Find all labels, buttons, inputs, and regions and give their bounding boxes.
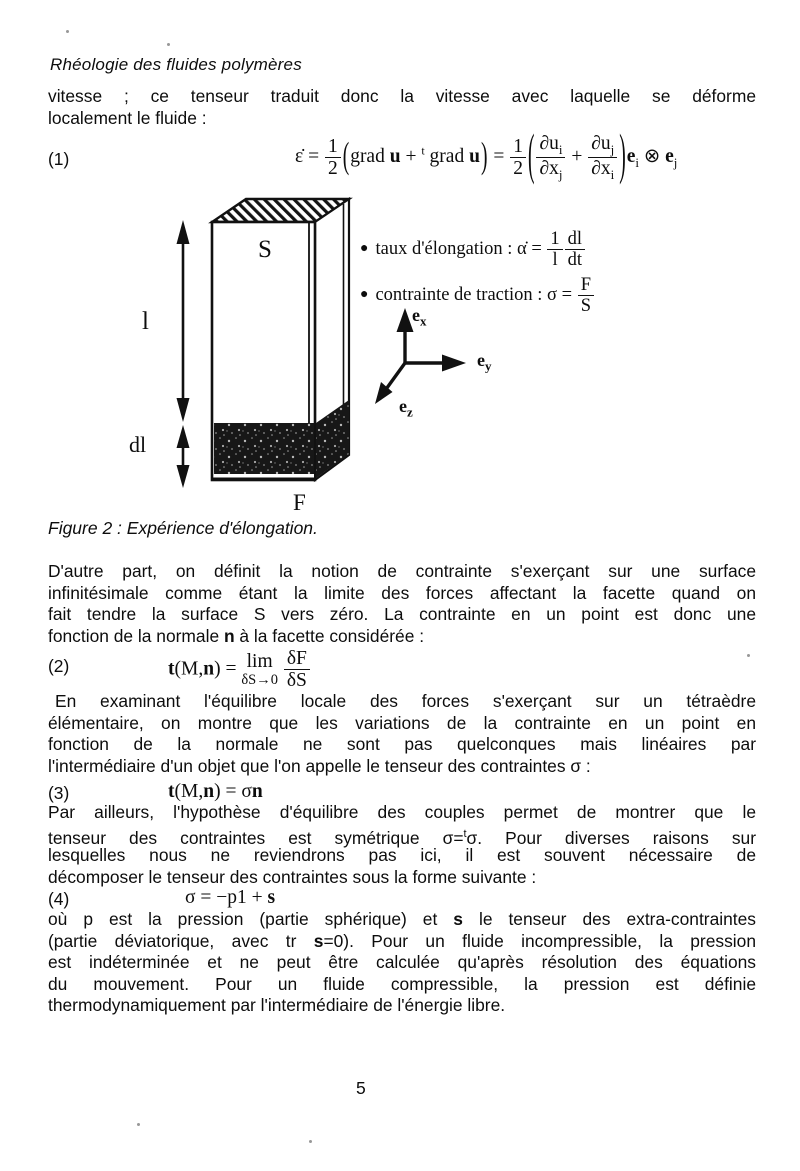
scan-speck (137, 1123, 140, 1126)
equation-2-formula: t(M,n) = lim δS→0 $\frac{\delta F}{\delta S}$ (168, 648, 311, 692)
paragraph-line: lesquelles nous ne reviendrons pas ici, il est souvent nécessaire de (48, 845, 756, 866)
running-header: Rhéologie des fluides polymères (50, 55, 302, 74)
tetrahedron-paragraph (48, 691, 756, 777)
ey-axis-label: $e_y$ (477, 350, 492, 374)
ex-axis-label: $e_x$ (412, 305, 427, 329)
equation-4-label: (4) (48, 889, 70, 909)
paragraph-line: du mouvement. Pour un fluide compressible, la pression est définie (48, 973, 756, 994)
equation-3-label: (3) (48, 783, 70, 803)
traction-stress-bullet: ● contrainte de traction : σ = $\frac{F}{S}$ (360, 275, 595, 317)
equation-1-label: (1) (48, 149, 70, 169)
equation-3-formula: t(M,n) = σn (168, 781, 263, 802)
length-measure-arrow (177, 220, 190, 422)
paragraph-line: fonction de la normale ne sont pas quelconques mais linéaires par (48, 734, 756, 755)
force-label: F (293, 490, 306, 515)
ey-axis-arrowhead (442, 355, 466, 372)
paragraph-line: Par ailleurs, l'hypothèse d'équilibre des couples permet de montrer que le (48, 802, 756, 822)
stress-definition-paragraph (48, 561, 756, 647)
paragraph-line: D'autre part, on définit la notion de contrainte s'exerçant sur une surface (48, 561, 756, 581)
figure-caption: Figure 2 : Expérience d'élongation. (48, 518, 318, 538)
paragraph-line: fonction de la normale n à la facette considérée : (48, 625, 425, 646)
scan-speck (66, 30, 69, 33)
equation-4-formula: σ = −p1 + s (185, 887, 276, 908)
delta-length-label: dl (129, 432, 147, 457)
scan-speck (167, 43, 170, 46)
specimen-prism (212, 199, 349, 480)
intro-paragraph (48, 86, 756, 129)
paragraph-line: fait tendre la surface S vers zéro. La contrainte en un point est donc une (48, 604, 756, 625)
scan-speck (747, 654, 750, 657)
equation-2-label: (2) (48, 656, 70, 676)
paragraph-line: où p est la pression (partie sphérique) et s le tenseur des extra-contraintes (48, 909, 756, 929)
paragraph-line: décomposer le tenseur des contraintes sous la forme suivante : (48, 866, 537, 887)
pressure-paragraph (48, 909, 756, 1017)
paragraph-line: En examinant l'équilibre locale des forces s'exerçant sur un tétraèdre (55, 691, 756, 711)
paragraph-line: élémentaire, on montre que les variations de la contrainte en un point en (48, 712, 756, 733)
paragraph-line: vitesse ; ce tenseur traduit donc la vitesse avec laquelle se déforme (48, 86, 756, 106)
ez-axis-label: $e_z$ (399, 396, 413, 420)
stretched-band-gap (214, 474, 314, 478)
paragraph-line: (partie déviatorique, avec tr s=0). Pour un fluide incompressible, la pression (48, 930, 756, 951)
paragraph-line: localement le fluide : (48, 107, 207, 128)
paragraph-line: thermodynamiquement par l'intermédiaire de l'énergie libre. (48, 995, 506, 1016)
stretched-band-front (214, 423, 314, 474)
paragraph-line: tenseur des contraintes est symétrique σ=$^t$σ. Pour diverses raisons sur (48, 827, 756, 848)
paragraph-line: est indéterminée et ne peut être calculée qu'après résolution des équations (48, 952, 756, 973)
scan-speck (309, 1140, 312, 1143)
paragraph-line: l'intermédiaire d'un objet que l'on appelle le tenseur des contraintes σ : (48, 755, 591, 776)
page-number: 5 (356, 1078, 366, 1098)
paragraph-line: infinitésimale comme étant la limite des forces affectant la facette quand on (48, 582, 756, 603)
elongation-rate-bullet: ● taux d'élongation : α̇ = $\frac{1}{l}$ $\frac{dl}{dt}$ (360, 229, 586, 271)
length-label: l (142, 308, 149, 335)
symmetry-paragraph (48, 802, 756, 888)
equation-1-formula: ε̇ = $\frac{1}{2}$ (grad u + $^t$ grad u) = $\frac{1}{2}$ ( $\frac{\partial u_i}{\partial x_j}$ + $\frac{\partial u_j}{\partial x_i}$ )$e_i$ ⊗ $e_j$ (295, 125, 678, 187)
surface-label: S (258, 236, 272, 263)
dl-measure-arrow (177, 425, 190, 488)
